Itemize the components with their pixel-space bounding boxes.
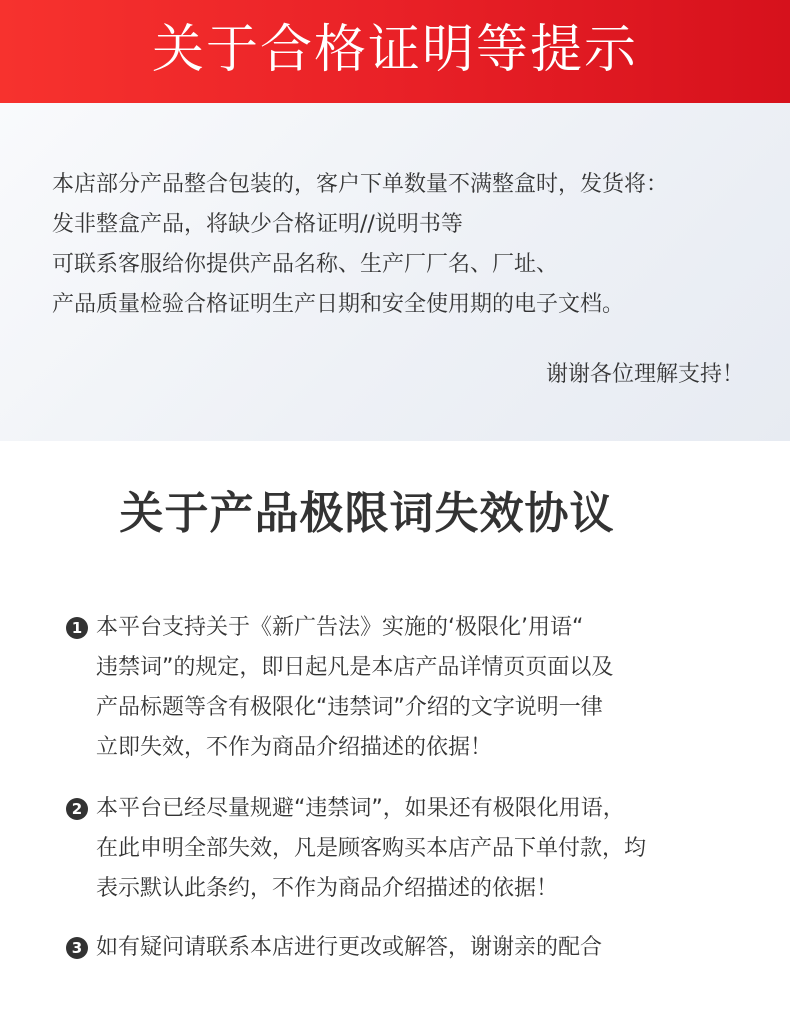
notice-line: 发非整盒产品，将缺少合格证明//说明书等 [52,212,463,237]
clause-line: 本平台已经尽量规避“违禁词”，如果还有极限化用语， [96,796,625,821]
clause-line: 如有疑问请联系本店进行更改或解答，谢谢亲的配合 [96,935,603,960]
notice-thanks: 谢谢各位理解支持！ [545,362,744,387]
number-badge-icon: 1 [66,617,88,639]
agreement-title: 关于产品极限词失效协议 [119,488,615,539]
number-badge-icon: 3 [66,937,88,959]
number-badge-icon: 2 [66,798,88,820]
banner-title: 关于合格证明等提示 [151,19,638,80]
clause-line: 表示默认此条约，不作为商品介绍描述的依据！ [96,876,559,901]
notice-line: 本店部分产品整合包装的，客户下单数量不满整盒时，发货将： [52,172,669,197]
agreement-clause-2 [66,789,746,909]
clause-line: 本平台支持关于《新广告法》实施的‘极限化’用语“ [96,615,584,640]
notice-line: 可联系客服给你提供产品名称、生产厂厂名、厂址、 [52,252,559,277]
clause-line: 立即失效，不作为商品介绍描述的依据！ [96,735,493,760]
clause-line: 在此申明全部失效，凡是顾客购买本店产品下单付款，均 [96,836,647,861]
notice-text [52,165,752,325]
agreement-clause-3 [66,928,746,968]
notice-line: 产品质量检验合格证明生产日期和安全使用期的电子文档。 [52,292,625,317]
notice-panel [0,103,790,441]
clause-line: 产品标题等含有极限化“违禁词”介绍的文字说明一律 [96,695,603,720]
agreement-clause-1 [66,608,746,768]
clause-line: 违禁词”的规定，即日起凡是本店产品详情页页面以及 [96,655,614,680]
header-banner [0,0,790,103]
